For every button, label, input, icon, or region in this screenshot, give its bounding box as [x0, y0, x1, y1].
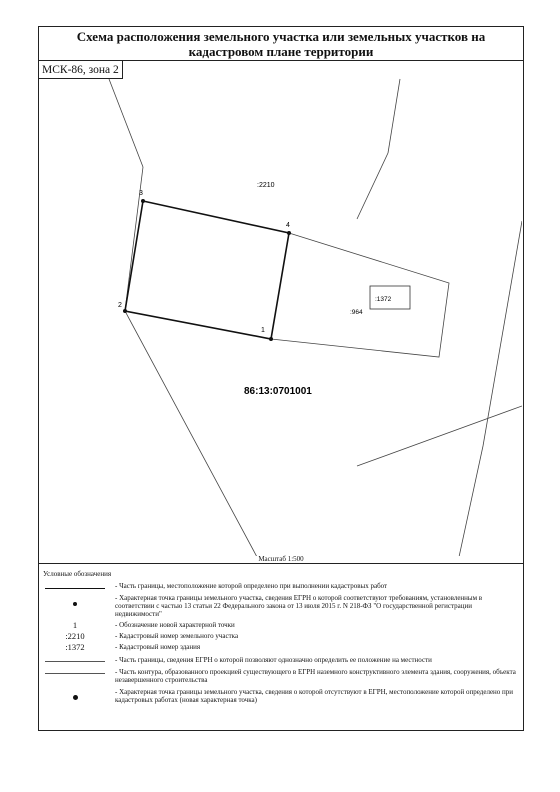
point-4-marker	[287, 231, 291, 235]
point-2-label: 2	[118, 302, 122, 309]
contour-line-symbol	[45, 673, 105, 674]
building-1372-label: :1372	[375, 296, 392, 303]
existing-boundary-left	[125, 167, 257, 556]
map-scale: Масштаб 1:500	[258, 555, 304, 563]
point-4-label: 4	[286, 222, 290, 229]
existing-boundary-top	[109, 79, 143, 167]
new-parcel-boundary	[125, 201, 289, 339]
quarter-number-label: 86:13:0701001	[244, 386, 312, 397]
point-2-marker	[123, 309, 127, 313]
document-frame	[38, 26, 524, 731]
existing-boundary-right2	[357, 153, 388, 219]
point-1-marker	[269, 337, 273, 341]
parcel-964-label: :964	[350, 309, 363, 316]
point-1-label: 1	[261, 327, 265, 334]
document-title: Схема расположения земельного участка или земельных участков на кадастровом плане территории	[39, 27, 523, 61]
neighbor-parcel-964	[271, 233, 449, 357]
legend: Условные обозначения - Часть границы, местоположение которой определено при выполнении кадастровых работ - Характерная точка границы земельного участка, сведения ЕГРН о которой соответствуют требованиям, установленным в соответствии с частью 13 статьи 22 Федерального закона от 13 июля 2015 г. N 218-ФЗ "О государственной регистрации недвижимости" 1 - Обозначение новой характерной точки :2210 - Кадастровый номер земельного участка :1372 - Кадастровый номер здания - Часть границы, сведения ЕГРН о которой позволяют однозначно определить ее положение на местности - Часть контура, образованного проекцией существующего в ЕГРН наземного конструктивного элемента здания, сооружения, объекта незавершенного строительства - Характерная точка границы земельного участка, сведения о которой отсутствуют в ЕГРН, местоположение которой определено при кадастровых работах (новая характерная точка)	[39, 563, 523, 731]
thin-line-symbol	[45, 661, 105, 662]
cadastral-map	[39, 61, 522, 556]
point-3-marker	[141, 199, 145, 203]
coordinate-system: МСК-86, зона 2	[39, 61, 123, 79]
existing-boundary-bottom	[357, 406, 522, 466]
point-3-label: 3	[139, 190, 143, 197]
thick-line-symbol	[45, 588, 105, 589]
black-dot-icon	[73, 695, 78, 700]
black-dot-icon	[73, 602, 77, 606]
legend-title: Условные обозначения	[43, 570, 112, 578]
existing-boundary-far-right	[459, 221, 522, 556]
parcel-2210-label: :2210	[257, 182, 275, 189]
existing-boundary-right	[388, 79, 400, 153]
